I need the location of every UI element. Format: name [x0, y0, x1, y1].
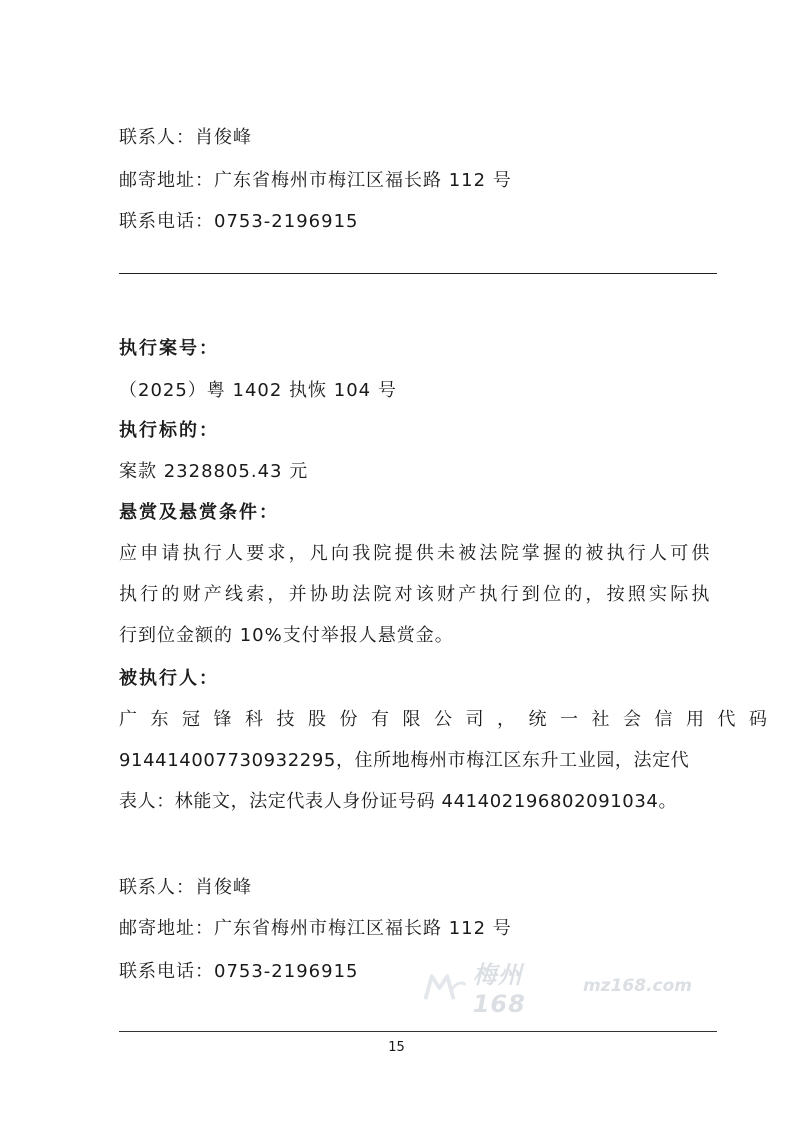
separator-rule [119, 273, 717, 274]
watermark-domain: mz168.com [582, 976, 692, 996]
case-number-label: 执行案号： [119, 338, 219, 359]
watermark-logo-icon [422, 970, 467, 1002]
reward-label: 悬赏及悬赏条件： [119, 502, 279, 523]
contact-address-top: 邮寄地址：广东省梅州市梅江区福长路 112 号 [119, 170, 512, 191]
watermark [422, 960, 692, 1018]
target-amount: 案款 2328805.43 元 [119, 461, 309, 482]
case-number: （2025）粤 1402 执恢 104 号 [119, 380, 397, 401]
contact-person-bottom: 联系人：肖俊峰 [119, 877, 252, 898]
target-label: 执行标的： [119, 420, 219, 441]
reward-line-2: 执行的财产线索，并协助法院对该财产执行到位的，按照实际执 [119, 584, 713, 605]
contact-address-bottom: 邮寄地址：广东省梅州市梅江区福长路 112 号 [119, 918, 512, 939]
respondent-line-1: 广东冠锋科技股份有限公司，统一社会信用代码 [119, 709, 781, 730]
watermark-text: 梅州168 [472, 960, 526, 1018]
footer-rule [119, 1031, 717, 1032]
respondent-line-2: 914414007730932295，住所地梅州市梅江区东升工业园，法定代 [119, 750, 690, 771]
page-number: 15 [388, 1040, 405, 1055]
contact-phone-top: 联系电话：0753-2196915 [119, 211, 359, 232]
respondent-line-3: 表人：林能文，法定代表人身份证号码 441402196802091034。 [119, 791, 678, 812]
contact-phone-bottom: 联系电话：0753-2196915 [119, 961, 359, 982]
respondent-label: 被执行人： [119, 668, 219, 689]
reward-line-3: 行到位金额的 10%支付举报人悬赏金。 [119, 625, 454, 646]
reward-line-1: 应申请执行人要求，凡向我院提供未被法院掌握的被执行人可供 [119, 543, 713, 564]
contact-person-top: 联系人：肖俊峰 [119, 127, 252, 148]
